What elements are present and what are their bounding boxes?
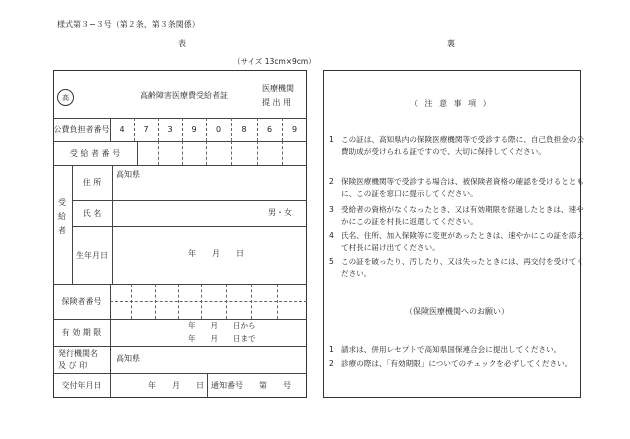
note-item: 3 受給者の資格がなくなったとき、又は有効期限を経過したときは、速やかにこの証を村長に返還してください。 bbox=[329, 205, 584, 226]
request-item: 2 診療の際は、「有効期限」についてのチェックを必ずしてください。 bbox=[329, 359, 573, 368]
issuer-value: 高知県 bbox=[116, 354, 140, 363]
payer-digit: 7 bbox=[143, 125, 149, 134]
payer-digit: 0 bbox=[215, 125, 222, 134]
submit-label-line1: 医療機関 bbox=[262, 84, 294, 93]
address-label: 住 所 bbox=[82, 178, 102, 187]
submit-label-line2: 提 出 用 bbox=[262, 98, 292, 107]
payer-digit: 4 bbox=[119, 125, 125, 134]
issuer-label-line1: 発行機関名 bbox=[58, 349, 98, 358]
payer-digit: 6 bbox=[266, 125, 273, 134]
seal-icon: 高 bbox=[57, 89, 74, 106]
payer-label: 公費負担者番号 bbox=[53, 125, 110, 134]
payer-digit: 9 bbox=[291, 125, 298, 134]
issuer-label-line2: 及 び 印 bbox=[58, 361, 88, 370]
validity-label: 有 効 期 限 bbox=[61, 328, 102, 337]
payer-digit: 3 bbox=[167, 125, 173, 134]
note-item: 2 保険医療機関等で受診する場合は、被保険者資格の確認を受けるとともに、この証を窓口に提示してください。 bbox=[329, 177, 584, 198]
validity-from: 年 月 日から bbox=[188, 321, 256, 330]
card-title: 高齢障害医療費受給者証 bbox=[140, 91, 228, 100]
form-number: 様式第３−３号（第２条、第３条関係） bbox=[57, 20, 200, 29]
size-note: （サイズ 13cm×9cm） bbox=[233, 57, 316, 66]
notice-no-label: 通知番号 第 号 bbox=[211, 381, 291, 390]
birth-value: 年 月 日 bbox=[188, 249, 244, 258]
request-item: 1 請求は、併用レセプトで高知県国保連合会に提出してください。 bbox=[329, 345, 562, 354]
insurer-no-label: 保険者番号 bbox=[61, 297, 102, 306]
address-value: 高知県 bbox=[116, 170, 140, 179]
issue-date-label: 交付年月日 bbox=[61, 381, 102, 390]
name-label: 氏 名 bbox=[82, 208, 102, 218]
payer-digit: 8 bbox=[241, 125, 247, 134]
institution-heading: （保険医療機関へのお願い） bbox=[405, 307, 509, 316]
note-item: 1 この証は、高知県内の保険医療機関等で受診する際に、自己負担金の公費助成が受けられる証ですので、大切に保持してください。 bbox=[329, 135, 584, 156]
back-label: 裏 bbox=[447, 39, 455, 48]
recipient-no-label: 受 給 者 番 号 bbox=[69, 148, 121, 158]
front-label: 表 bbox=[178, 39, 186, 48]
note-item: 4 氏名、住所、加入保険等に変更があったときは、速やかにこの証を添えて村長に届け出てください。 bbox=[329, 231, 584, 252]
notice-heading: （ 注 意 事 項 ） bbox=[410, 99, 493, 108]
recipient-group-label: 受給者 bbox=[58, 198, 66, 235]
note-item: 5 この証を破ったり、汚したり、又は失ったときには、再交付を受けてください。 bbox=[329, 257, 584, 278]
payer-digit: 9 bbox=[191, 125, 197, 134]
gender-value: 男・女 bbox=[268, 208, 292, 217]
issue-date-value: 年 月 日 bbox=[148, 381, 204, 390]
validity-to: 年 月 日まで bbox=[188, 334, 256, 343]
birth-label: 生年月日 bbox=[76, 250, 108, 260]
